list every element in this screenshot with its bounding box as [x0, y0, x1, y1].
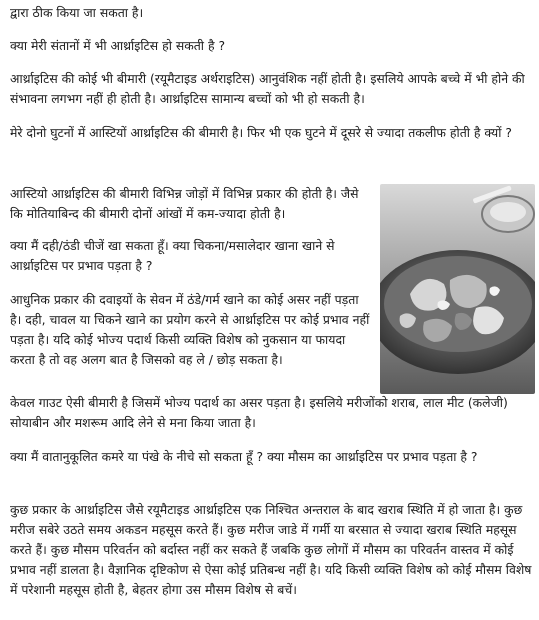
answer-cold-food: आधुनिक प्रकार की दवाइयों के सेवन में ठंडे/गर्म खाने का कोई असर नहीं पड़ता है। दही, चावल या चिकने खाने का प्रयोग करने से आर्थ्राइटिस पर कोई प्रभाव नहीं पड़ता है। यदि कोई भोज्य पदार्थ किसी व्यक्ति विशेष को नुकसान या फायदा करता है तो वह अलग बात है जिसको वह ले / छोड़ सकता है। — [10, 292, 370, 367]
question-cold-food: क्या मैं दही/ठंडी चीजें खा सकता हूँ। क्या चिकना/मसालेदार खाना खाने से आर्थ्राइटिस पर प्रभाव पड़ता है ? — [10, 238, 335, 273]
question-knee-difference: मेरे दोनो घुटनों में आस्टियों आर्थ्राइटिस की बीमारी है। फिर भी एक घुटने में दूसरे से ज्यादा तकलीफ होती है क्यों ? — [10, 125, 512, 140]
intro-fragment: द्वारा ठीक किया जा सकता है। — [10, 5, 144, 20]
question-ac-weather: क्या मैं वातानुकूलित कमरे या पंखे के नीचे सो सकता हूँ ? क्या मौसम का आर्थ्राइटिस पर प्रभाव पड़ता है ? — [10, 449, 478, 464]
answer-knee-difference: आस्टियो आर्थ्राइटिस की बीमारी विभिन्न जोड़ों में विभिन्न प्रकार की होती है। जैसे कि मोतियाबिन्द की बीमारी दोनों आंखों में कम-ज्यादा होती है। — [10, 186, 359, 221]
answer-gout: केवल गाउट ऐसी बीमारी है जिसमें भोज्य पदार्थ का असर पड़ता है। इसलिये मरीजोंको शराब, लाल मीट (कलेजी) सोयाबीन और मशरूम आदि लेने से मना किया जाता है। — [10, 395, 508, 430]
food-bowl-photo — [380, 184, 535, 394]
answer-weather: कुछ प्रकार के आर्थ्राइटिस जैसे रयूमैटाइड आर्थ्राइटिस एक निश्चित अन्तराल के बाद खराब स्थिति में हो जाता है। कुछ मरीज सबेरे उठते समय अकडन महसूस करते हैं। कुछ मरीज जाडे में गर्मी या बरसात से ज्यादा खराब स्थिति महसूस करते हैं। कुछ मौसम परिवर्तन को बर्दास्त नहीं कर सकते हैं जबकि कुछ लोगों में मौसम का परिवर्तन वास्तव में कोई प्रभाव नहीं डालता है। वैज्ञानिक दृष्टिकोण से ऐसा कोई प्रतिबन्ध नहीं है। यदि किसी व्यक्ति विशेष को कोई मौसम विशेष में परेशानी महसूस होती है, बेहतर होगा उस मौसम विशेष से बचें। — [10, 502, 532, 597]
question-children-heredity: क्या मेरी संतानों में भी आर्थ्राइटिस हो सकती है ? — [10, 38, 226, 53]
answer-children-heredity: आर्थ्राइटिस की कोई भी बीमारी (रयूमैटाइड अर्थराइटिस) आनुवंशिक नहीं होती है। इसलिये आपके बच्चे में भी होने की संभावना लगभग नहीं ही होती है। आर्थ्राइटिस सामान्य बच्चों को भी हो सकती है। — [10, 71, 525, 106]
